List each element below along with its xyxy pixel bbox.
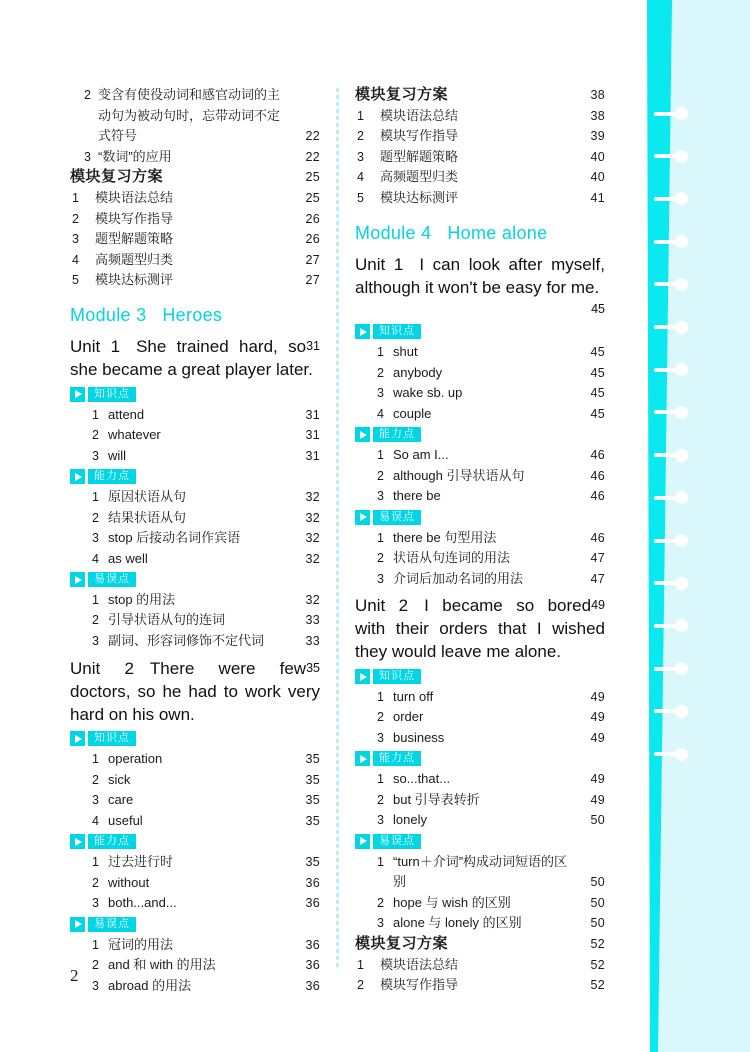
- toc-entry-label: couple: [393, 405, 432, 421]
- unit-title: She trained hard, so she became a great player later.: [70, 336, 313, 379]
- unit-title: I can look after myself, although it won't be easy for me.: [355, 254, 605, 297]
- toc-entry: [355, 528, 605, 549]
- play-triangle-icon: [75, 390, 82, 398]
- toc-entry-label: whatever: [108, 427, 161, 443]
- toc-entry: [70, 893, 320, 914]
- toc-entry-page: 32: [305, 551, 320, 566]
- toc-entry-number: 4: [377, 406, 384, 421]
- play-triangle-icon: [75, 576, 82, 584]
- toc-entry: [355, 687, 605, 708]
- toc-entry-label: there be 句型用法: [393, 529, 497, 545]
- toc-entry-page: 35: [305, 752, 320, 767]
- toc-entry-label: 题型解题策略: [95, 231, 174, 247]
- review-plan-page: 25: [305, 170, 320, 185]
- section-badge: [70, 384, 320, 405]
- toc-entry-number: 3: [72, 232, 79, 247]
- toc-entry-label: sick: [108, 771, 131, 787]
- module-heading: Module 3 Heroes: [70, 304, 223, 325]
- toc-entry-label: attend: [108, 406, 145, 422]
- play-triangle-icon: [75, 920, 82, 928]
- toc-entry-label: there be: [393, 488, 441, 504]
- toc-entry-number: 2: [377, 551, 384, 566]
- toc-entry: [70, 528, 320, 549]
- toc-entry-page: 50: [590, 895, 605, 910]
- toc-entry-number: 3: [92, 896, 99, 911]
- toc-entry-number: 2: [92, 772, 99, 787]
- section-badge-label: 易误点: [88, 572, 136, 587]
- play-icon: [355, 427, 370, 442]
- toc-entry-page: 49: [590, 772, 605, 787]
- toc-entry-label: 模块语法总结: [380, 107, 459, 123]
- toc-entry-number: 1: [72, 190, 79, 205]
- toc-entry-number: 4: [357, 170, 364, 185]
- toc-entry-page: 38: [590, 108, 605, 123]
- play-icon: [70, 731, 85, 746]
- toc-entry-label: 副词、形容词修饰不定代词: [108, 633, 265, 649]
- toc-entry-number: 3: [377, 571, 384, 586]
- section-badge-label: 易误点: [88, 917, 136, 932]
- toc-entry-label: So am I...: [393, 447, 449, 463]
- toc-entry-page: 33: [305, 613, 320, 628]
- toc-entry: [70, 229, 320, 250]
- unit-label: Unit 2: [355, 596, 409, 616]
- toc-entry-page: 25: [305, 190, 320, 205]
- toc-entry-number: 1: [377, 345, 384, 360]
- toc-entry: [355, 147, 605, 168]
- toc-entry: [355, 569, 605, 590]
- unit-heading: [355, 253, 605, 319]
- toc-entry-label: so...that...: [393, 771, 451, 787]
- toc-entry-number: 1: [377, 772, 384, 787]
- toc-entry-label: 模块达标测评: [380, 189, 459, 205]
- toc-entry-number: 3: [92, 793, 99, 808]
- play-icon: [70, 469, 85, 484]
- toc-entry: [70, 631, 320, 652]
- review-plan-page: 38: [590, 88, 605, 102]
- toc-entry: [70, 976, 320, 997]
- section-badge: [355, 666, 605, 687]
- toc-entry-number: 2: [357, 129, 364, 144]
- toc-entry-number: 3: [377, 813, 384, 828]
- toc-entry-number: 2: [92, 510, 99, 525]
- toc-entry-label: without: [108, 874, 150, 890]
- toc-entry-page: 32: [305, 489, 320, 504]
- toc-entry-number: 3: [377, 386, 384, 401]
- toc-entry-page: 45: [590, 345, 605, 360]
- section-badge: [70, 466, 320, 487]
- toc-entry-number: 3: [92, 634, 99, 649]
- toc-entry-page: 49: [590, 689, 605, 704]
- section-badge: [355, 425, 605, 446]
- review-plan-title: [70, 167, 320, 188]
- unit-page: 31: [306, 338, 320, 353]
- section-badge-label: 知识点: [373, 669, 421, 684]
- toc-entry: [70, 446, 320, 467]
- play-icon: [70, 917, 85, 932]
- play-triangle-icon: [360, 755, 367, 763]
- toc-entry-number: 1: [92, 592, 99, 607]
- play-triangle-icon: [360, 837, 367, 845]
- toc-entry-label: business: [393, 730, 445, 746]
- toc-entry: [355, 404, 605, 425]
- toc-entry-label: order: [393, 709, 424, 725]
- unit-title: I became so bored with their orders that I wished they would leave me alone.: [355, 596, 605, 662]
- toc-entry: [70, 852, 320, 873]
- section-badge: [355, 507, 605, 528]
- toc-entry: [70, 209, 320, 230]
- toc-entry: [70, 811, 320, 832]
- section-badge: [70, 569, 320, 590]
- toc-entry-page: 32: [305, 592, 320, 607]
- toc-entry-page: 36: [305, 958, 320, 973]
- toc-entry-number: 2: [92, 958, 99, 973]
- toc-entry-label: turn off: [393, 688, 434, 704]
- toc-entry: [355, 167, 605, 188]
- toc-entry: [355, 769, 605, 790]
- toc-entry-number: 2: [377, 710, 384, 725]
- toc-entry-label: will: [108, 447, 127, 463]
- toc-entry: [355, 548, 605, 569]
- toc-entry-page: 47: [590, 551, 605, 566]
- toc-entry-page: 46: [590, 448, 605, 463]
- unit-heading: [70, 657, 320, 726]
- unit-heading: [355, 594, 605, 663]
- toc-entry: [70, 549, 320, 570]
- toc-entry-number: 1: [377, 448, 384, 463]
- play-triangle-icon: [75, 735, 82, 743]
- toc-entry-label: operation: [108, 751, 163, 767]
- toc-entry: [355, 852, 605, 893]
- section-badge-label: 知识点: [88, 387, 136, 402]
- toc-entry-page: 40: [590, 149, 605, 164]
- toc-entry-label: although 引导状语从句: [393, 467, 525, 483]
- toc-entry-page: 50: [590, 916, 605, 931]
- toc-entry-label: stop 后接动名词作宾语: [108, 530, 241, 546]
- toc-entry: [355, 810, 605, 831]
- toc-entry: [355, 893, 605, 914]
- toc-entry-page: 49: [590, 710, 605, 725]
- toc-entry-number: 1: [357, 957, 364, 972]
- toc-entry-number: 3: [92, 448, 99, 463]
- toc-entry-label: 模块写作指导: [380, 128, 459, 144]
- review-plan-label: 模块复习方案: [355, 86, 449, 103]
- toc-entry-label: 题型解题策略: [380, 148, 459, 164]
- play-icon: [355, 669, 370, 684]
- review-plan-label: 模块复习方案: [355, 935, 449, 952]
- toc-entry-page: 32: [305, 531, 320, 546]
- toc-entry-number: 3: [84, 149, 91, 164]
- toc-entry-number: 4: [92, 551, 99, 566]
- unit-heading: [70, 335, 320, 381]
- toc-entry-number: 2: [92, 428, 99, 443]
- toc-entry-label: as well: [108, 550, 148, 566]
- toc-entry-page: 36: [305, 937, 320, 952]
- toc-entry: [70, 250, 320, 271]
- section-badge-label: 能力点: [88, 469, 136, 484]
- toc-entry: [70, 487, 320, 508]
- toc-entry-label: abroad 的用法: [108, 977, 192, 993]
- unit-label: Unit 2: [70, 658, 134, 678]
- section-badge-label: 易误点: [373, 510, 421, 525]
- toc-entry-label: 冠词的用法: [108, 936, 174, 952]
- play-icon: [70, 387, 85, 402]
- toc-entry-number: 1: [377, 530, 384, 545]
- toc-entry-number: 3: [357, 149, 364, 164]
- play-triangle-icon: [360, 431, 367, 439]
- toc-entry: [355, 486, 605, 507]
- toc-entry: [355, 342, 605, 363]
- toc-entry-page: 35: [305, 772, 320, 787]
- toc-entry-number: 3: [377, 916, 384, 931]
- toc-entry: [70, 85, 320, 147]
- toc-entry: [70, 425, 320, 446]
- toc-entry-number: 4: [72, 252, 79, 267]
- review-plan-page: 52: [590, 937, 605, 951]
- unit-label: Unit 1: [70, 336, 121, 356]
- toc-entry: [70, 770, 320, 791]
- toc-entry-label: 模块写作指导: [95, 210, 174, 226]
- toc-entry-page: 50: [590, 813, 605, 828]
- toc-entry-page: 36: [305, 875, 320, 890]
- toc-column-left: [70, 85, 320, 996]
- play-icon: [70, 834, 85, 849]
- toc-entry-number: 3: [92, 978, 99, 993]
- toc-entry: [355, 106, 605, 127]
- section-badge: [70, 914, 320, 935]
- toc-entry-label: 介词后加动名词的用法: [393, 570, 524, 586]
- toc-entry-page: 27: [305, 252, 320, 267]
- page-number: 2: [70, 966, 79, 985]
- toc-entry: [355, 466, 605, 487]
- toc-entry: [70, 405, 320, 426]
- toc-entry-number: 3: [377, 489, 384, 504]
- toc-column-right: [355, 85, 605, 996]
- toc-entry-page: 22: [305, 129, 320, 144]
- toc-entry: [355, 728, 605, 749]
- toc-entry-label: wake sb. up: [393, 385, 463, 401]
- toc-entry: [355, 707, 605, 728]
- toc-entry-page: 46: [590, 530, 605, 545]
- toc-entry-number: 2: [377, 365, 384, 380]
- toc-entry-page: 50: [590, 875, 605, 890]
- toc-entry-page: 47: [590, 571, 605, 586]
- toc-entry: [70, 508, 320, 529]
- play-icon: [355, 510, 370, 525]
- toc-entry-number: 1: [357, 108, 364, 123]
- toc-entry-label: 状语从句连词的用法: [393, 550, 511, 566]
- section-badge-label: 易误点: [373, 834, 421, 849]
- toc-entry-number: 1: [92, 407, 99, 422]
- toc-entry-number: 1: [92, 752, 99, 767]
- toc-entry-label: 模块语法总结: [95, 189, 174, 205]
- section-badge: [355, 749, 605, 770]
- toc-entry-number: 1: [377, 689, 384, 704]
- toc-entry: [355, 383, 605, 404]
- toc-entry-page: 52: [590, 957, 605, 972]
- section-badge-label: 能力点: [373, 751, 421, 766]
- play-triangle-icon: [75, 473, 82, 481]
- toc-entry-label: 引导状语从句的连词: [108, 612, 226, 628]
- toc-entry-number: 2: [357, 978, 364, 993]
- toc-entry-page: 35: [305, 855, 320, 870]
- toc-entry-label: 结果状语从句: [108, 509, 187, 525]
- toc-entry: [70, 188, 320, 209]
- play-triangle-icon: [75, 838, 82, 846]
- section-badge-label: 知识点: [88, 731, 136, 746]
- play-icon: [70, 572, 85, 587]
- unit-title: There were few doctors, so he had to work very hard on his own.: [70, 658, 320, 724]
- toc-entry-number: 3: [377, 731, 384, 746]
- toc-entry-label: hope 与 wish 的区别: [393, 894, 511, 910]
- unit-page: 49: [591, 598, 605, 613]
- toc-entry-page: 40: [590, 170, 605, 185]
- toc-entry: [70, 610, 320, 631]
- toc-entry: [355, 975, 605, 996]
- toc-entry-label: 模块写作指导: [380, 977, 459, 993]
- toc-entry-page: 45: [590, 365, 605, 380]
- toc-entry-label: shut: [393, 344, 418, 360]
- toc-entry-page: 31: [305, 407, 320, 422]
- toc-entry-number: 5: [357, 190, 364, 205]
- toc-entry: [70, 147, 320, 168]
- toc-entry-page: 49: [590, 792, 605, 807]
- toc-entry: [70, 590, 320, 611]
- toc-entry-label: anybody: [393, 364, 443, 380]
- unit-page: 35: [306, 660, 320, 675]
- toc-entry-page: 36: [305, 978, 320, 993]
- toc-entry-label: 过去进行时: [108, 854, 174, 870]
- unit-label: Unit 1: [355, 254, 404, 274]
- toc-entry: [70, 955, 320, 976]
- toc-entry-label: care: [108, 792, 134, 808]
- toc-entry: [70, 873, 320, 894]
- toc-entry: [355, 188, 605, 209]
- play-icon: [355, 834, 370, 849]
- toc-entry-label: useful: [108, 813, 143, 829]
- play-triangle-icon: [360, 328, 367, 336]
- section-badge-label: 知识点: [373, 324, 421, 339]
- section-badge: [355, 322, 605, 343]
- module-heading: Module 4 Home alone: [355, 222, 548, 243]
- toc-entry-page: 31: [305, 448, 320, 463]
- play-triangle-icon: [360, 673, 367, 681]
- toc-entry: [355, 445, 605, 466]
- toc-entry-number: 2: [377, 468, 384, 483]
- toc-entry-page: 46: [590, 468, 605, 483]
- toc-entry-page: 46: [590, 489, 605, 504]
- review-plan-title: [355, 934, 605, 955]
- section-badge: [355, 831, 605, 852]
- toc-entry-label: 模块语法总结: [380, 956, 459, 972]
- toc-entry-number: 1: [92, 937, 99, 952]
- toc-entry-page: 36: [305, 896, 320, 911]
- play-triangle-icon: [360, 513, 367, 521]
- toc-entry-label: but 引导表转折: [393, 791, 480, 807]
- toc-entry-label: 模块达标测评: [95, 272, 174, 288]
- column-divider: [336, 88, 339, 968]
- review-plan-title: [355, 85, 605, 106]
- toc-entry: [70, 749, 320, 770]
- toc-entry: [70, 790, 320, 811]
- toc-entry-page: 33: [305, 634, 320, 649]
- toc-entry-label: 高频题型归类: [380, 169, 459, 185]
- toc-entry-page: 45: [590, 406, 605, 421]
- toc-entry-number: 2: [92, 875, 99, 890]
- toc-entry-label: both...and...: [108, 895, 177, 911]
- toc-entry-label: and 和 with 的用法: [108, 957, 216, 973]
- toc-entry-page: 41: [590, 190, 605, 205]
- toc-entry: [355, 955, 605, 976]
- toc-entry-label: stop 的用法: [108, 591, 176, 607]
- toc-entry-label: alone 与 lonely 的区别: [393, 915, 522, 931]
- toc-entry: [355, 126, 605, 147]
- section-badge: [70, 729, 320, 750]
- toc-entry-number: 4: [92, 814, 99, 829]
- toc-entry: [70, 935, 320, 956]
- review-plan-label: 模块复习方案: [70, 168, 164, 186]
- toc-entry-label: “数词”的应用: [98, 148, 172, 164]
- toc-entry-page: 52: [590, 978, 605, 993]
- toc-entry-number: 2: [84, 88, 91, 102]
- toc-entry-label: 变含有使役动词和感官动词的主动句为被动句时，忘带动词不定式符号: [98, 87, 281, 144]
- section-badge-label: 能力点: [88, 834, 136, 849]
- toc-entry-number: 2: [377, 792, 384, 807]
- section-badge: [70, 832, 320, 853]
- toc-entry-page: 35: [305, 793, 320, 808]
- toc-entry-page: 35: [305, 814, 320, 829]
- toc-entry: [355, 363, 605, 384]
- toc-entry-number: 2: [72, 211, 79, 226]
- toc-entry-page: 31: [305, 428, 320, 443]
- toc-entry-page: 49: [590, 731, 605, 746]
- toc-entry-number: 3: [92, 531, 99, 546]
- toc-entry-label: 原因状语从句: [108, 488, 187, 504]
- toc-entry-page: 26: [305, 211, 320, 226]
- toc-entry: [355, 913, 605, 934]
- toc-entry-page: 22: [305, 149, 320, 164]
- play-icon: [355, 751, 370, 766]
- toc-entry: [70, 270, 320, 291]
- toc-entry-page: 39: [590, 129, 605, 144]
- unit-page: 45: [591, 301, 605, 316]
- toc-entry-page: 27: [305, 273, 320, 288]
- toc-entry: [355, 790, 605, 811]
- toc-entry-number: 5: [72, 273, 79, 288]
- toc-entry-number: 1: [92, 855, 99, 870]
- toc-entry-number: 2: [377, 895, 384, 910]
- section-badge-label: 能力点: [373, 427, 421, 442]
- toc-entry-page: 32: [305, 510, 320, 525]
- toc-entry-number: 2: [92, 613, 99, 628]
- toc-entry-label: lonely: [393, 812, 427, 828]
- play-icon: [355, 324, 370, 339]
- toc-entry-label: “turn＋介词”构成动词短语的区别: [393, 853, 568, 890]
- toc-entry-page: 26: [305, 232, 320, 247]
- toc-entry-page: 45: [590, 386, 605, 401]
- toc-entry-number: 1: [92, 489, 99, 504]
- toc-entry-label: 高频题型归类: [95, 251, 174, 267]
- toc-entry-number: 1: [377, 854, 384, 869]
